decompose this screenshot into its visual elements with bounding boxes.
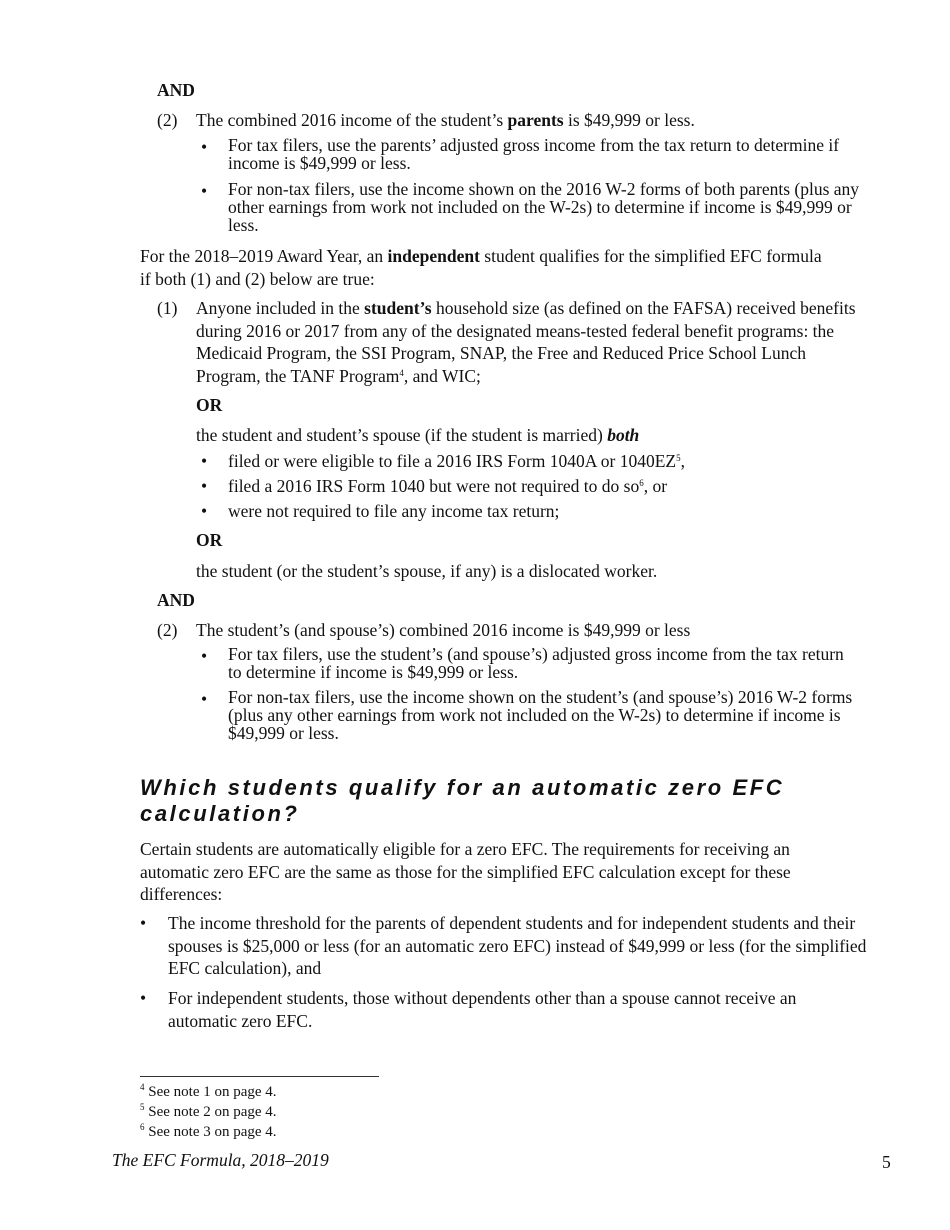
section-heading: Which students qualify for an automatic zero EFC calculation? <box>140 775 785 826</box>
or-label-1: OR <box>196 395 223 415</box>
bullet-glyph: • <box>201 501 208 521</box>
and-label-2: AND <box>157 590 195 610</box>
auto-zero-intro: Certain students are automatically eligible for a zero EFC. The requirements for receiving an automatic zero EFC are the same as those for the simplified EFC calculation except for these differences: <box>140 839 791 904</box>
bullet-glyph: • <box>201 689 208 709</box>
bullet-glyph: • <box>140 988 147 1008</box>
bullet-glyph: • <box>201 476 208 496</box>
and-label-1: AND <box>157 80 195 100</box>
item-number: (2) <box>157 620 178 640</box>
list-item: were not required to file any income tax return; <box>228 501 560 521</box>
list-item: For tax filers, use the student’s (and spouse’s) adjusted gross income from the tax return to determine if income is $49,999 or less. <box>228 644 844 682</box>
page-number: 5 <box>882 1152 891 1172</box>
list-item: For independent students, those without dependents other than a spouse cannot receive an automatic zero EFC. <box>168 988 797 1031</box>
footnote-divider <box>140 1076 379 1077</box>
bullet-glyph: • <box>201 137 208 157</box>
footnote: $^6$ See note 3 on page 4. <box>140 1122 277 1140</box>
bullet-glyph: • <box>140 913 147 933</box>
independent-intro: For the 2018–2019 Award Year, an independent student qualifies for the simplified EFC formula if both (1) and (2) below are true: <box>140 246 822 289</box>
bullet-glyph: • <box>201 451 208 471</box>
list-item: filed or were eligible to file a 2016 IRS Form 1040A or $1040EZ^5$, <box>228 451 685 471</box>
spouse-criterion: the student and student’s spouse (if the student is married) both <box>196 425 640 445</box>
footnote: $^4$ See note 1 on page 4. <box>140 1082 277 1100</box>
bullet-glyph: • <box>201 181 208 201</box>
footer-title: The EFC Formula, 2018–2019 <box>112 1150 329 1170</box>
list-item: For non-tax filers, use the income shown on the student’s (and spouse’s) 2016 W-2 forms (plus any other earnings from work not included on the W-2s) to determine if income is $49,999 or less. <box>228 687 853 743</box>
item-number: (1) <box>157 298 178 318</box>
list-item: For tax filers, use the parents’ adjusted gross income from the tax return to determine if income is $49,999 or less. <box>228 135 840 173</box>
dislocated-worker-criterion: the student (or the student’s spouse, if any) is a dislocated worker. <box>196 561 658 581</box>
list-item: For non-tax filers, use the income shown on the 2016 W-2 forms of both parents (plus any other earnings from work not included on the W-2s) to determine if income is $49,999 or less. <box>228 179 860 235</box>
list-item: The income threshold for the parents of dependent students and for independent students and their spouses is $25,000 or less (for an automatic zero EFC) instead of $49,999 or less (for the simplified EFC calculation), and <box>168 913 867 978</box>
independent-income-criterion: The student’s (and spouse’s) combined 2016 income is $49,999 or less <box>196 620 691 640</box>
bullet-glyph: • <box>201 646 208 666</box>
or-label-2: OR <box>196 530 223 550</box>
benefits-criterion: Anyone included in the student’s household size (as defined on the FAFSA) received benefits during 2016 or 2017 from any of the designated means-tested federal benefit programs: the Medicaid Program, the SSI Program, SNAP, the Free and Reduced Price School Lunch Program, the TANF Program$^4$, and WIC; <box>196 298 856 386</box>
footnote: $^5$ See note 2 on page 4. <box>140 1102 277 1120</box>
item-number: (2) <box>157 110 178 130</box>
dependent-income-criterion: The combined 2016 income of the student’s parents is $49,999 or less. <box>196 110 695 130</box>
list-item: filed a 2016 IRS Form 1040 but were not required to do $so^6$, or <box>228 476 668 496</box>
